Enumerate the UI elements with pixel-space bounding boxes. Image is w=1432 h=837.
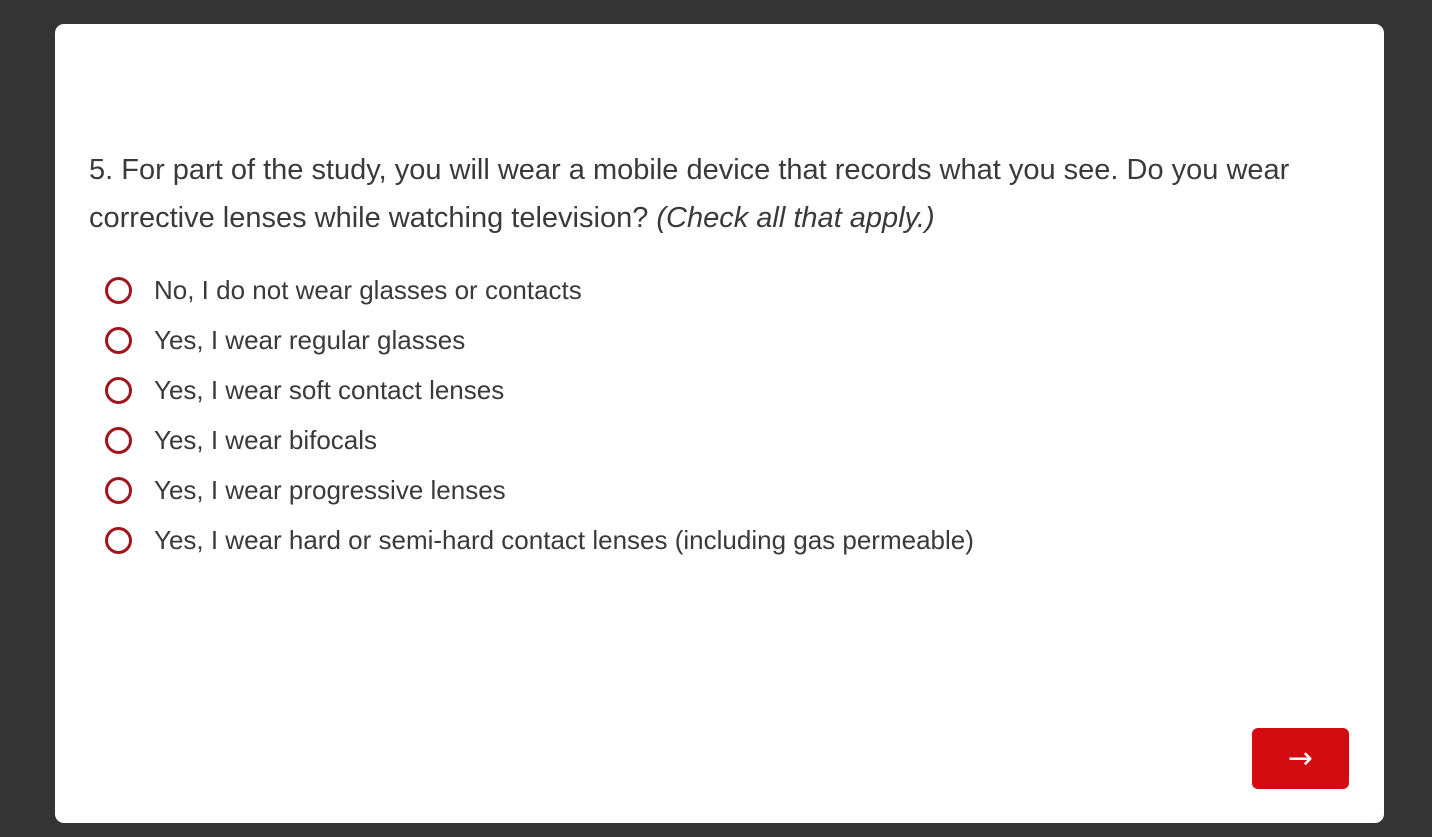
option-progressive-lenses[interactable] [105,465,974,515]
option-label: No, I do not wear glasses or contacts [154,274,582,305]
option-soft-contacts[interactable] [105,365,974,415]
option-regular-glasses[interactable] [105,315,974,365]
question-instruction: (Check all that apply.) [656,202,935,234]
next-button[interactable] [1252,728,1349,789]
option-label: Yes, I wear bifocals [154,424,378,455]
question-text [89,146,1339,242]
checkbox-circle-icon[interactable] [105,427,132,454]
survey-card [55,24,1384,823]
arrow-right-icon: → [1287,741,1314,776]
option-label: Yes, I wear progressive lenses [154,474,506,505]
answer-options [105,265,974,565]
checkbox-circle-icon[interactable] [105,527,132,554]
option-label: Yes, I wear soft contact lenses [154,374,505,405]
checkbox-circle-icon[interactable] [105,327,132,354]
checkbox-circle-icon[interactable] [105,377,132,404]
checkbox-circle-icon[interactable] [105,477,132,504]
option-no-glasses[interactable] [105,265,974,315]
option-label: Yes, I wear hard or semi-hard contact lenses (including gas permeable) [154,524,974,555]
option-hard-contacts[interactable] [105,515,974,565]
question-prompt: 5. For part of the study, you will wear a mobile device that records what you see. Do you wear corrective lenses while watching television? [89,154,1290,234]
checkbox-circle-icon[interactable] [105,277,132,304]
option-label: Yes, I wear regular glasses [154,324,466,355]
option-bifocals[interactable] [105,415,974,465]
